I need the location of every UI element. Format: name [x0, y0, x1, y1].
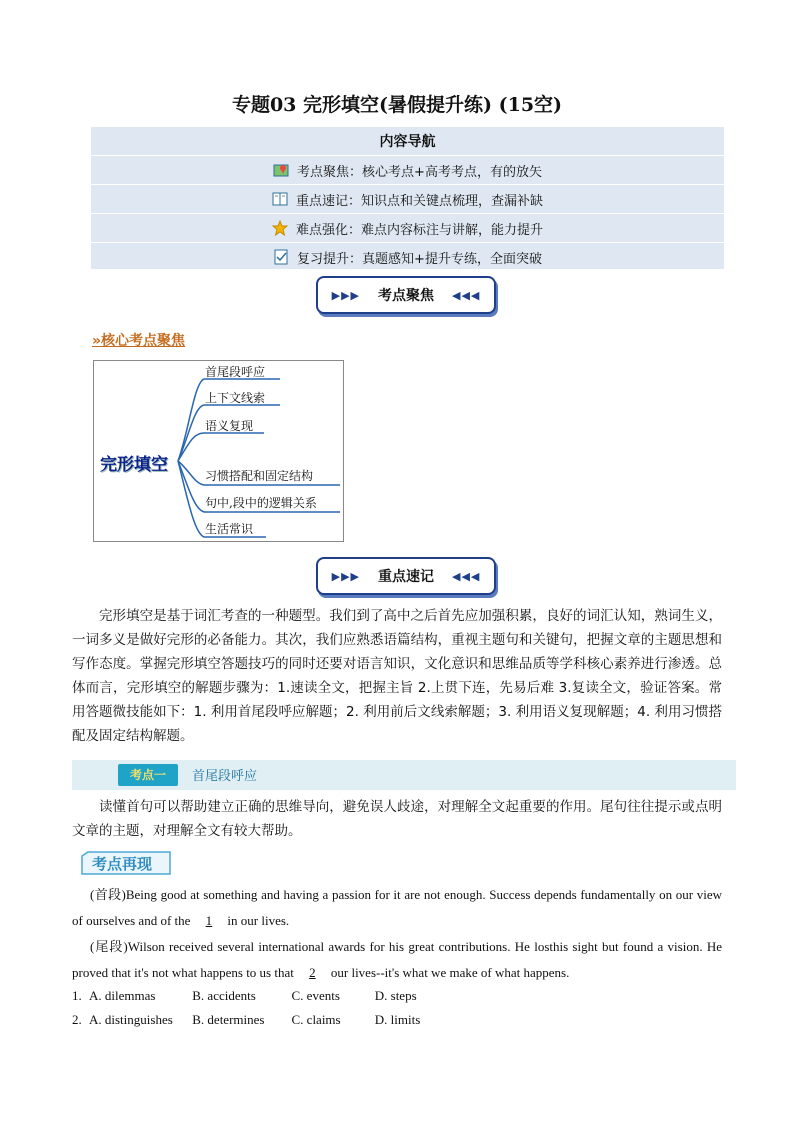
mindmap-branch: 句中,段中的逻辑关系 [205, 496, 317, 510]
nav-heading: 内容导航 [379, 134, 436, 150]
core-heading: »核心考点聚焦 [92, 333, 186, 349]
page-title: 专题03 完形填空(暑假提升练) (15空) [231, 94, 563, 116]
star-icon [272, 220, 288, 236]
arrows-right-icon: ▶▶▶ [331, 569, 360, 583]
kaodian-bar [72, 760, 736, 790]
nav-row-text: 难点强化：难点内容标注与讲解，能力提升 [295, 222, 543, 238]
mindmap [93, 360, 344, 542]
banner-label: 考点聚焦 [378, 288, 434, 304]
blank-1: 1 [205, 913, 213, 928]
option: D. limits [374, 1012, 421, 1027]
first-paragraph-tail: in our lives. [227, 913, 290, 928]
mindmap-branch: 上下文线索 [205, 391, 266, 405]
mindmap-branch: 习惯搭配和固定结构 [205, 469, 314, 483]
nav-row-notes [91, 184, 724, 213]
mindmap-branch: 生活常识 [205, 522, 254, 536]
last-paragraph [72, 934, 722, 986]
question-2 [72, 1012, 420, 1028]
banner-label: 重点速记 [378, 569, 434, 585]
kaodian-title: 首尾段呼应 [192, 769, 258, 784]
map-icon [273, 162, 289, 178]
nav-row-text: 考点聚焦：核心考点+高考考点，有的放矢 [297, 164, 542, 180]
section-banner-notes [316, 557, 496, 595]
option: D. steps [374, 988, 417, 1003]
zaixian-label: 考点再现 [92, 855, 153, 873]
option: B. determines [192, 1012, 265, 1027]
blank-2: 2 [309, 965, 316, 980]
option: A. dilemmas [89, 988, 156, 1003]
last-paragraph-text: (尾段)Wilson received several international awards for his great contributions. He losthis sight but found a vision. He proved that it's not what happens to us that [72, 939, 722, 980]
option: C. claims [291, 1012, 341, 1027]
option: C. events [291, 988, 340, 1003]
option: B. accidents [192, 988, 256, 1003]
nav-row-review [91, 242, 724, 271]
section-banner-focus [316, 276, 496, 314]
nav-row-difficulty [91, 213, 724, 242]
checklist-icon [273, 249, 289, 265]
first-paragraph-text: (首段)Being good at something and having a passion for it are not enough. Success depends fundamentally on our view of ourselves and of the [72, 887, 722, 928]
arrows-left-icon: ◀◀◀ [452, 569, 481, 583]
mindmap-branch: 首尾段呼应 [205, 365, 266, 379]
option: A. distinguishes [89, 1012, 173, 1027]
nav-row-text: 重点速记：知识点和关键点梳理，查漏补缺 [295, 193, 543, 209]
last-paragraph-tail: our lives--it's what we make of what happens. [330, 965, 570, 980]
arrows-left-icon: ◀◀◀ [452, 288, 481, 302]
question-1 [72, 988, 417, 1004]
zaixian-tag [80, 850, 172, 876]
question-number: 2. [72, 1012, 82, 1027]
kaodian-paragraph: 读懂首句可以帮助建立正确的思维导向，避免误人歧途，对理解全文起重要的作用。尾句往往提示或点明文章的主题，对理解全文有较大帮助。 [72, 799, 722, 839]
content-navigation [91, 127, 724, 269]
intro-paragraph: 完形填空是基于词汇考查的一种题型。我们到了高中之后首先应加强积累，良好的词汇认知，熟词生义，一词多义是做好完形的必备能力。其次，我们应熟悉语篇结构，重视主题句和关键句，把握文章的主题思想和写作态度。掌握完形填空答题技巧的同时还要对语言知识，文化意识和思维品质等学科核心素养进行渗透。总体而言，完形填空的解题步骤为：1.速读全文，把握主旨 2.上贯下连，先易后难 3.复读全文，验证答案。常用答题微技能如下：1. 利用首尾段呼应解题；2. 利用前后文线索解题；3. 利用语义复现解题；4. 利用习惯搭配及固定结构解题。 [72, 608, 722, 744]
mindmap-center: 完形填空 [100, 455, 168, 475]
nav-row-text: 复习提升：真题感知+提升专练，全面突破 [297, 251, 542, 267]
question-number: 1. [72, 988, 82, 1003]
kaodian-tag: 考点一 [118, 764, 178, 786]
first-paragraph [72, 882, 722, 934]
mindmap-branch: 语义复现 [205, 419, 254, 433]
nav-row-focus [91, 155, 724, 184]
book-icon [272, 191, 288, 207]
arrows-right-icon: ▶▶▶ [331, 288, 360, 302]
